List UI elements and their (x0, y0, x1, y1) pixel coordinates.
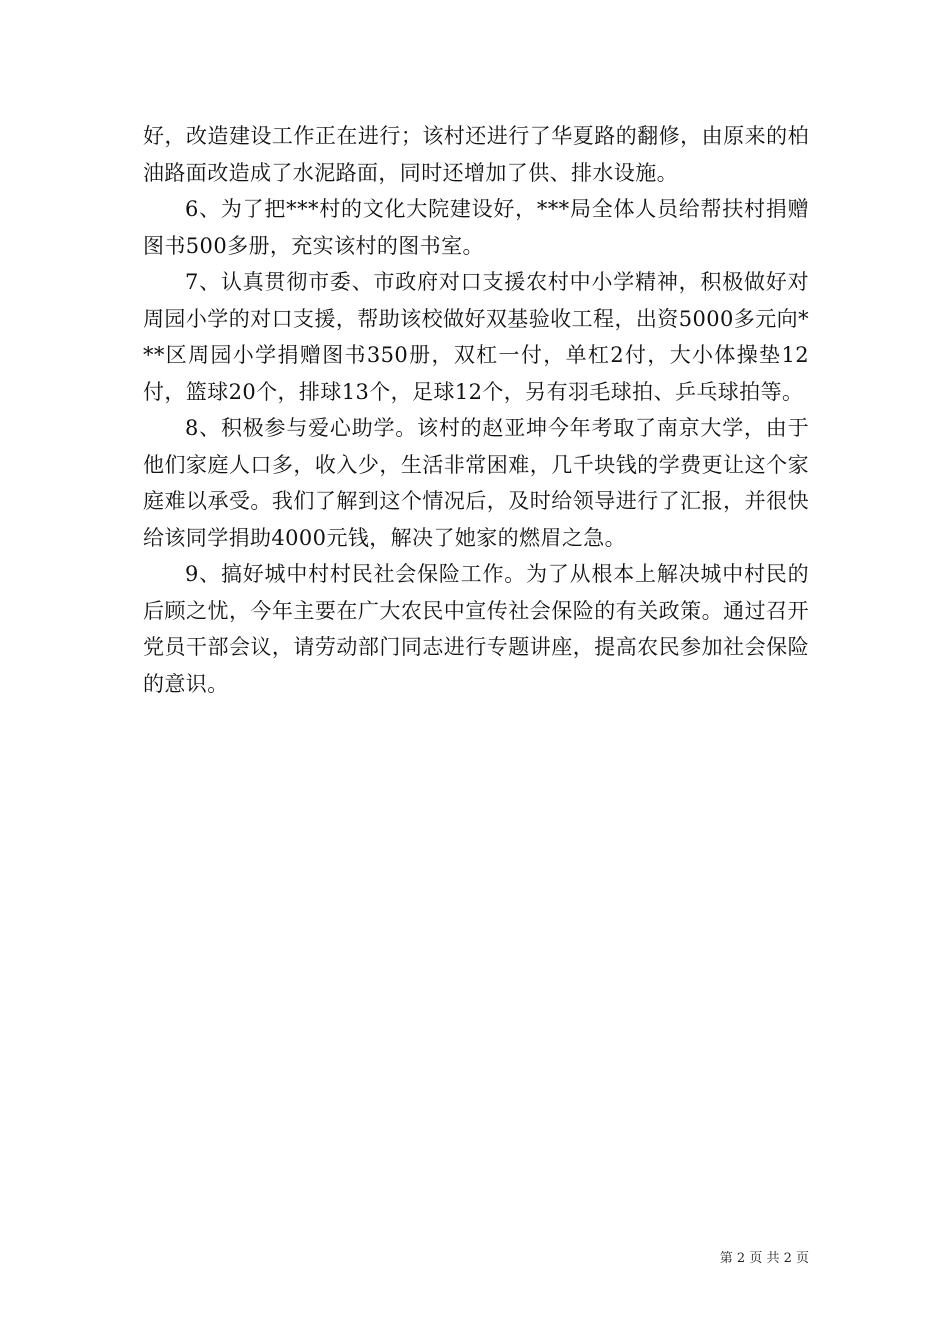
paragraph-item-7: 7、认真贯彻市委、市政府对口支援农村中小学精神，积极做好对周园小学的对口支援，帮助该校做好双基验收工程，出资5000多元向***区周园小学捐赠图书350册，双杠一付，单杠2付，大小体操垫12付，篮球20个，排球13个，足球12个，另有羽毛球拍、乒乓球拍等。 (143, 270, 809, 404)
paragraph-item-8: 8、积极参与爱心助学。该村的赵亚坤今年考取了南京大学，由于他们家庭人口多，收入少，生活非常困难，几千块钱的学费更让这个家庭难以承受。我们了解到这个情况后，及时给领导进行了汇报，并很快给该同学捐助4000元钱，解决了她家的燃眉之急。 (143, 416, 809, 550)
paragraph-item-9: 9、搞好城中村村民社会保险工作。为了从根本上解决城中村民的后顾之忧，今年主要在广大农民中宣传社会保险的有关政策。通过召开党员干部会议，请劳动部门同志进行专题讲座，提高农民参加社会保险的意识。 (143, 562, 809, 696)
paragraph-item-6: 6、为了把***村的文化大院建设好，***局全体人员给帮扶村捐赠图书500多册，充实该村的图书室。 (143, 197, 809, 258)
page-number-footer: 第 2 页 共 2 页 (719, 1251, 809, 1266)
paragraph-continuation: 好，改造建设工作正在进行；该村还进行了华夏路的翻修，由原来的柏油路面改造成了水泥路面，同时还增加了供、排水设施。 (143, 124, 809, 185)
document-body (143, 118, 809, 702)
